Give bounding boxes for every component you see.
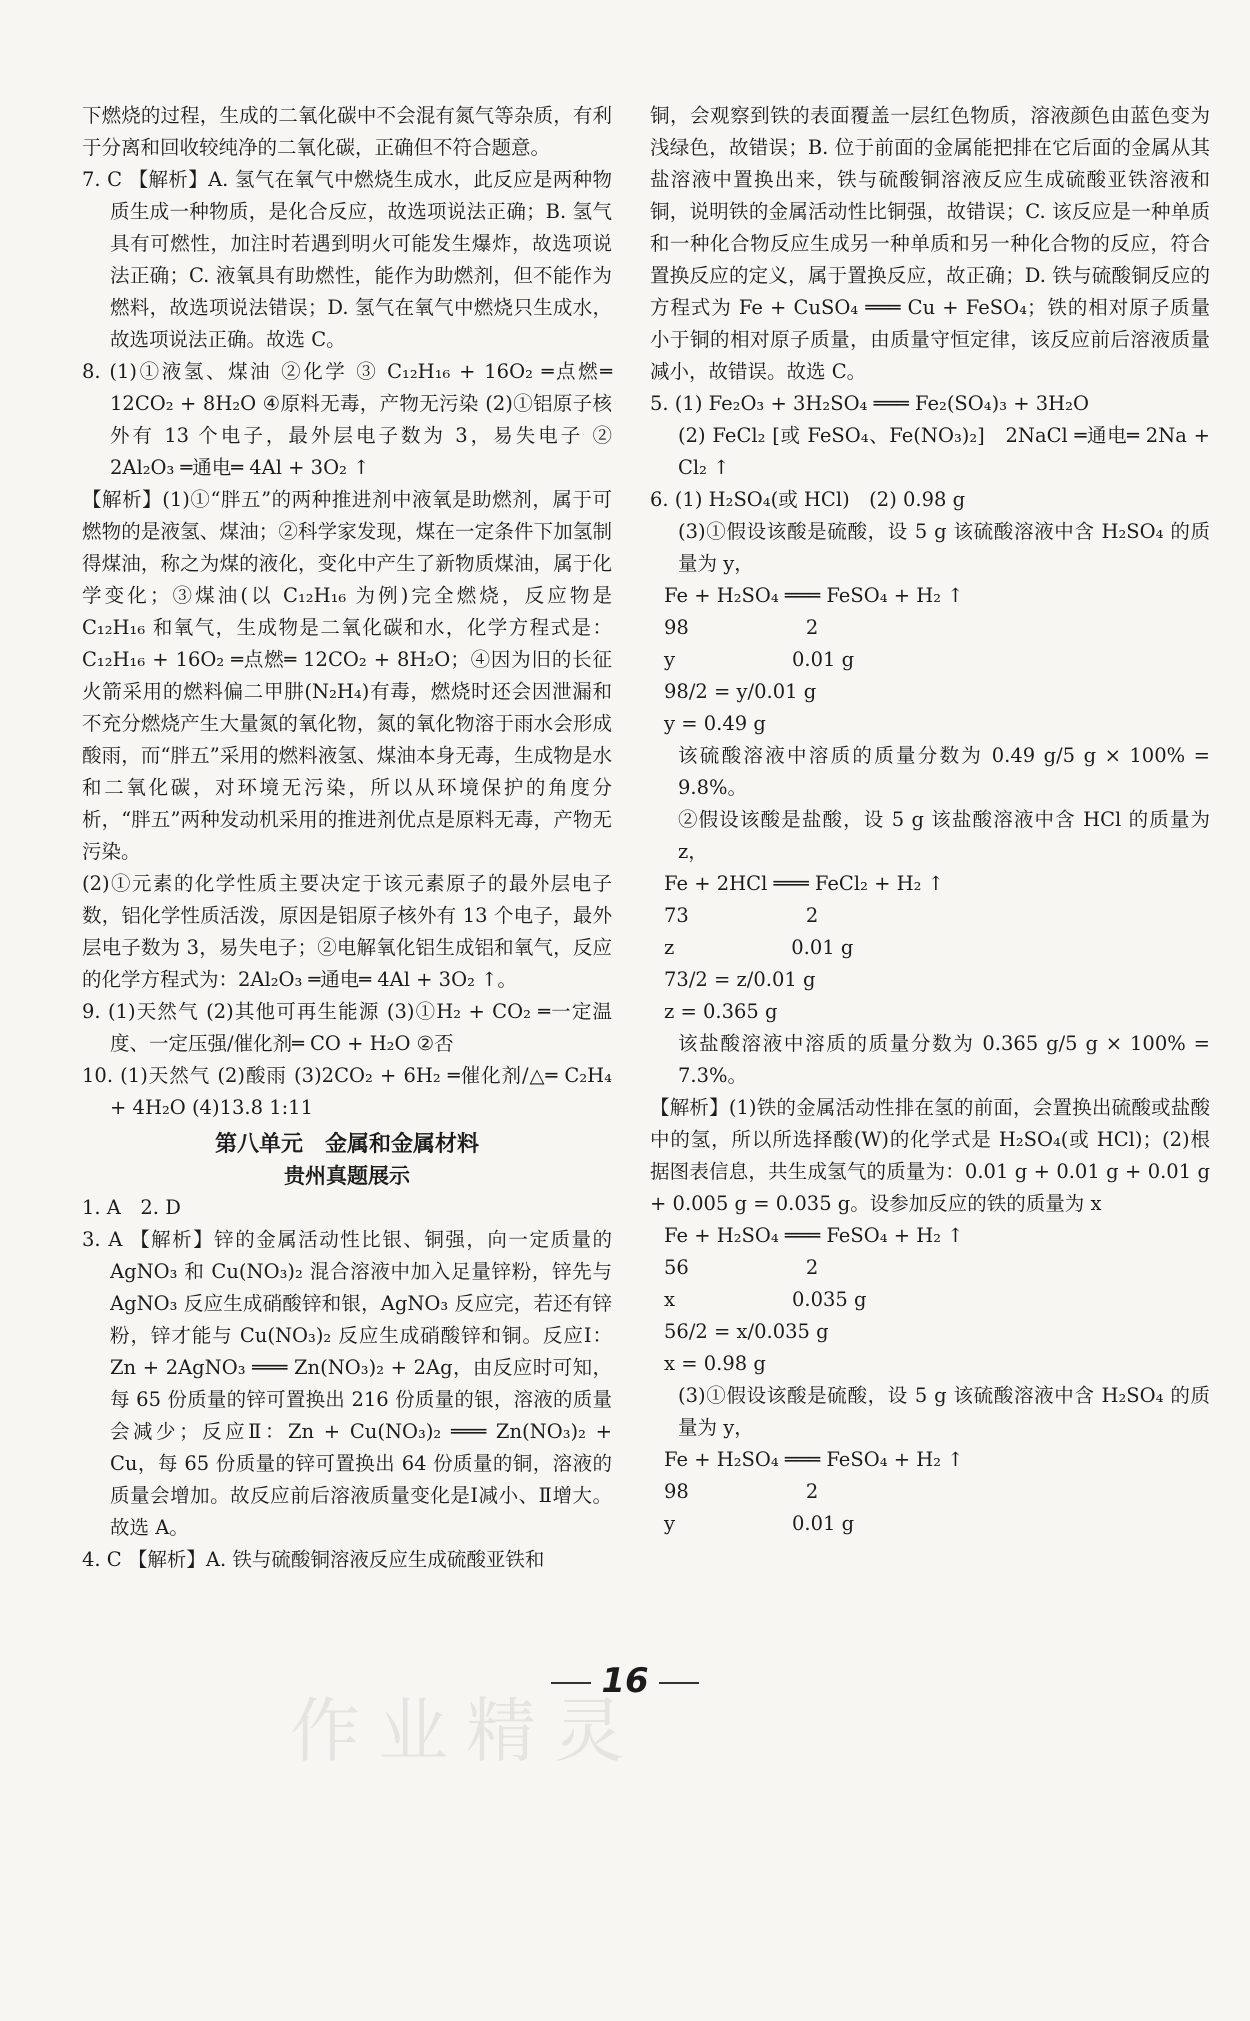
equation: Fe + H₂SO₄ ═══ FeSO₄ + H₂ ↑ (664, 1224, 964, 1247)
step: (3)①假设该酸是硫酸，设 5 g 该硫酸溶液中含 H₂SO₄ 的质量为 y， (678, 1384, 1210, 1439)
answer-8: 8. (1)①液氢、煤油 ②化学 ③ C₁₂H₁₆ + 16O₂ ═点燃═ 12CO₂ + 8H₂O ④原料无毒，产物无污染 (2)①铝原子核外有 13 个电子，最外层电子数为 3，易失电子 ② 2Al₂O₃ ═通电═ 4Al + 3O₂ ↑ (82, 360, 612, 479)
ratio-row: 98 2 (664, 616, 819, 639)
step: 该硫酸溶液中溶质的质量分数为 0.49 g/5 g × 100% = 9.8%。 (678, 744, 1210, 799)
answer-1-2: 1. A 2. D (82, 1196, 181, 1219)
ratio-row: z 0.01 g (664, 936, 854, 959)
result: x = 0.98 g (664, 1352, 766, 1375)
answer-5-1: 5. (1) Fe₂O₃ + 3H₂SO₄ ═══ Fe₂(SO₄)₃ + 3H₂O (650, 392, 1089, 415)
equation: Fe + 2HCl ═══ FeCl₂ + H₂ ↑ (664, 872, 944, 895)
answer-5-2: (2) FeCl₂ [或 FeSO₄、Fe(NO₃)₂] 2NaCl ═通电═ 2Na + Cl₂ ↑ (678, 424, 1210, 479)
equation: Fe + H₂SO₄ ═══ FeSO₄ + H₂ ↑ (664, 584, 964, 607)
answer-4-cont: 铜，会观察到铁的表面覆盖一层红色物质，溶液颜色由蓝色变为浅绿色，故错误；B. 位于前面的金属能把排在它后面的金属从其盐溶液中置换出来，铁与硫酸铜溶液反应生成硫酸亚铁溶液和铜，说明铁的金属活动性比铜强，故错误；C. 该反应是一种单质和一种化合物反应生成另一种单质和另一种化合物的反应，符合置换反应的定义，属于置换反应，故正确；D. 铁与硫酸铜反应的方程式为 Fe + CuSO₄ ═══ Cu + FeSO₄；铁的相对原子质量小于铜的相对原子质量，由质量守恒定律，该反应前后溶液质量减小，故错误。故选 C。 (650, 104, 1210, 383)
answer-3: 3. A 【解析】锌的金属活动性比银、铜强，向一定质量的 AgNO₃ 和 Cu(NO₃)₂ 混合溶液中加入足量锌粉，锌先与 AgNO₃ 反应生成硝酸锌和银，AgNO₃ 反应完，若还有锌粉，锌才能与 Cu(NO₃)₂ 反应生成硝酸锌和铜。反应Ⅰ：Zn + 2AgNO₃ ═══ Zn(NO₃)₂ + 2Ag，由反应时可知，每 65 份质量的锌可置换出 216 份质量的银，溶液的质量会减少；反应Ⅱ：Zn + Cu(NO₃)₂ ═══ Zn(NO₃)₂ + Cu，每 65 份质量的锌可置换出 64 份质量的铜，溶液的质量会增加。故反应前后溶液质量变化是Ⅰ减小、Ⅱ增大。故选 A。 (82, 1228, 612, 1539)
left-column (82, 100, 612, 1576)
answer-7: 7. C 【解析】A. 氢气在氧气中燃烧生成水，此反应是两种物质生成一种物质，是化合反应，故选项说法正确；B. 氢气具有可燃性，加注时若遇到明火可能发生爆炸，故选项说法正确；C. 液氧具有助燃性，能作为助燃剂，但不能作为燃料，故选项说法错误；D. 氢气在氧气中燃烧只生成水，故选项说法正确。故选 C。 (82, 168, 612, 351)
step: ②假设该酸是盐酸，设 5 g 该盐酸溶液中含 HCl 的质量为 z， (678, 808, 1210, 863)
step: 该盐酸溶液中溶质的质量分数为 0.365 g/5 g × 100% = 7.3%。 (678, 1032, 1210, 1087)
ratio-row: x 0.035 g (664, 1288, 867, 1311)
section-title: 第八单元 金属和金属材料 (214, 1131, 479, 1157)
page-number: 16 (0, 1665, 1250, 1697)
paragraph: 下燃烧的过程，生成的二氧化碳中不会混有氮气等杂质，有利于分离和回收较纯净的二氧化碳，正确但不符合题意。 (82, 104, 612, 159)
fraction: 56/2 = x/0.035 g (664, 1320, 829, 1343)
watermark: 作业精灵 (290, 1690, 642, 1772)
result: y = 0.49 g (664, 712, 766, 735)
fraction: 73/2 = z/0.01 g (664, 968, 816, 991)
analysis-8-1: 【解析】(1)①“胖五”的两种推进剂中液氧是助燃剂，属于可燃物的是液氢、煤油；②科学家发现，煤在一定条件下加氢制得煤油，称之为煤的液化，变化中产生了新物质煤油，属于化学变化；③煤油(以 C₁₂H₁₆ 为例)完全燃烧，反应物是 C₁₂H₁₆ 和氧气，生成物是二氧化碳和水，化学方程式是：C₁₂H₁₆ + 16O₂ ═点燃═ 12CO₂ + 8H₂O；④因为旧的长征火箭采用的燃料偏二甲肼(N₂H₄)有毒，燃烧时还会因泄漏和不充分燃烧产生大量氮的氧化物，氮的氧化物溶于雨水会形成酸雨，而“胖五”采用的燃料液氢、煤油本身无毒，生成物是水和二氧化碳，对环境无污染，所以从环境保护的角度分析，“胖五”两种发动机采用的推进剂优点是原料无毒，产物无污染。 (82, 488, 612, 863)
ratio-row: y 0.01 g (664, 1512, 855, 1535)
answer-9: 9. (1)天然气 (2)其他可再生能源 (3)①H₂ + CO₂ ═一定温度、一定压强/催化剂═ CO + H₂O ②否 (82, 1000, 612, 1055)
ratio-row: 98 2 (664, 1480, 819, 1503)
equation: Fe + H₂SO₄ ═══ FeSO₄ + H₂ ↑ (664, 1448, 964, 1471)
result: z = 0.365 g (664, 1000, 778, 1023)
answer-4: 4. C 【解析】A. 铁与硫酸铜溶液反应生成硫酸亚铁和 (82, 1548, 545, 1571)
analysis-6: 【解析】(1)铁的金属活动性排在氢的前面，会置换出硫酸或盐酸中的氢，所以所选择酸(W)的化学式是 H₂SO₄(或 HCl)；(2)根据图表信息，共生成氢气的质量为：0.01 g + 0.01 g + 0.01 g + 0.005 g = 0.035 g。设参加反应的铁的质量为 x (650, 1096, 1210, 1215)
answer-6: 6. (1) H₂SO₄(或 HCl) (2) 0.98 g (650, 488, 966, 511)
analysis-8-2: (2)①元素的化学性质主要决定于该元素原子的最外层电子数，铝化学性质活泼，原因是铝原子核外有 13 个电子，最外层电子数为 3，易失电子；②电解氧化铝生成铝和氧气，反应的化学方程式为：2Al₂O₃ ═通电═ 4Al + 3O₂ ↑。 (82, 872, 612, 991)
fraction: 98/2 = y/0.01 g (664, 680, 817, 703)
section-subtitle: 贵州真题展示 (284, 1163, 410, 1188)
right-column (650, 100, 1210, 1540)
answer-10: 10. (1)天然气 (2)酸雨 (3)2CO₂ + 6H₂ ═催化剂/△═ C₂H₄ + 4H₂O (4)13.8 1:11 (82, 1064, 612, 1119)
ratio-row: 56 2 (664, 1256, 819, 1279)
ratio-row: 73 2 (664, 904, 819, 927)
step: (3)①假设该酸是硫酸，设 5 g 该硫酸溶液中含 H₂SO₄ 的质量为 y， (678, 520, 1210, 575)
ratio-row: y 0.01 g (664, 648, 855, 671)
